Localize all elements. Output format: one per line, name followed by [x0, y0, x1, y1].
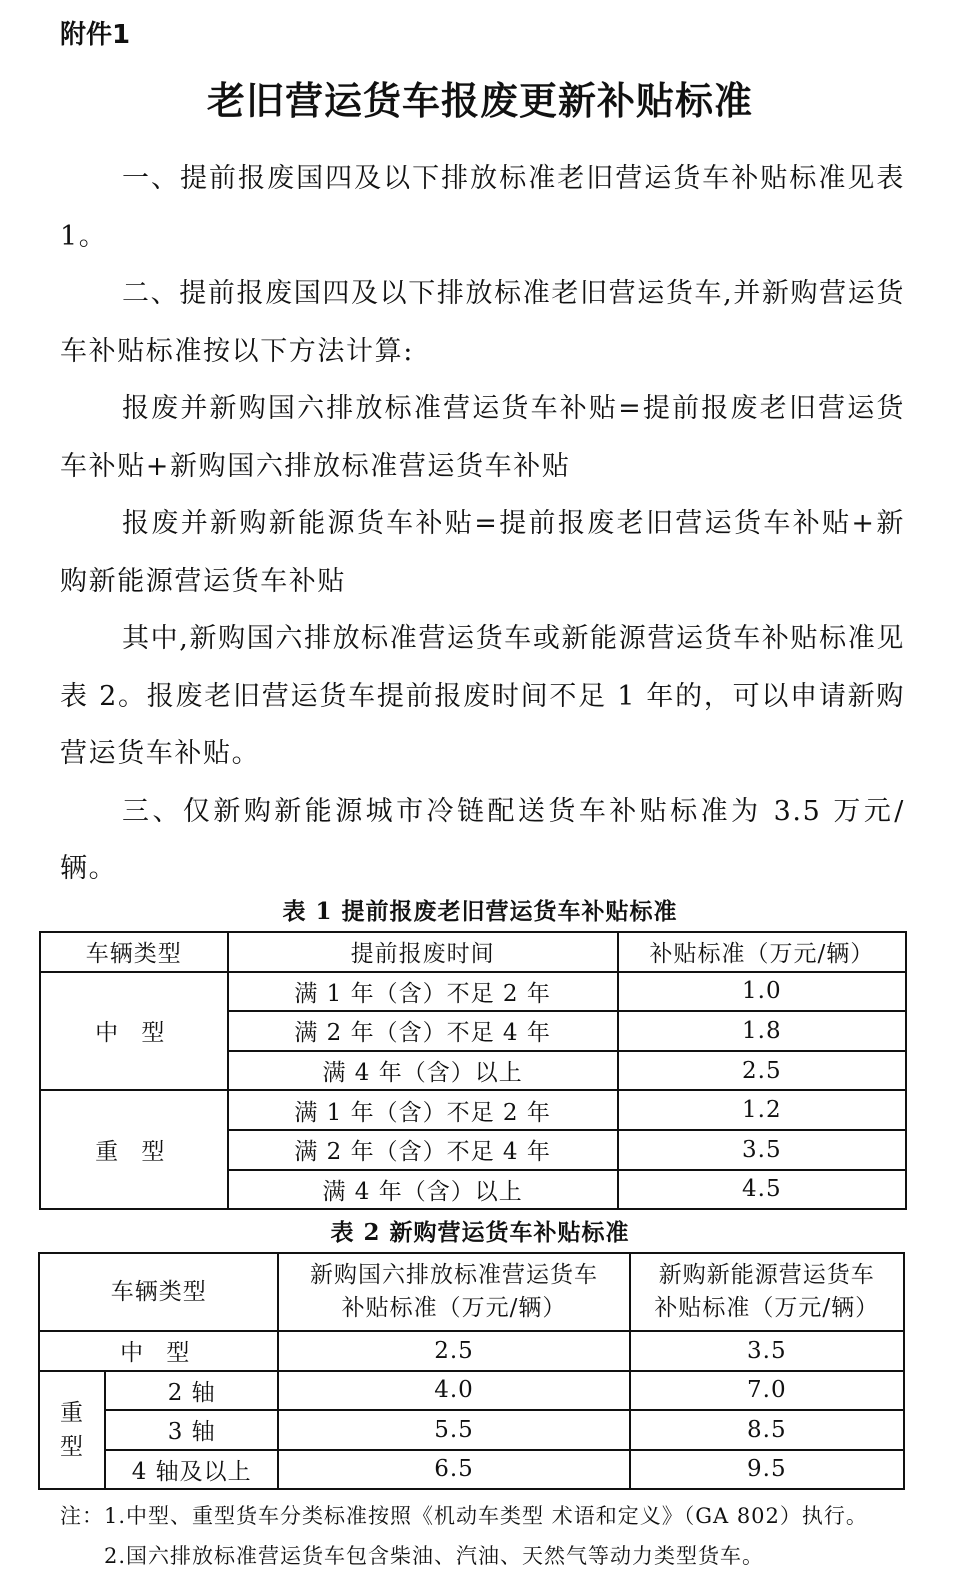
notes [60, 1496, 868, 1576]
paragraph-4: 报废并新购新能源货车补贴=提前报废老旧营运货车补贴+新购新能源营运货车补贴 [60, 508, 905, 597]
table2-axle: 4 轴及以上 [105, 1450, 279, 1490]
table-row [39, 1450, 904, 1490]
table2-header-guo6 [278, 1253, 629, 1331]
table1-period: 满 4 年（含）以上 [228, 1051, 618, 1091]
table2-nev-value: 7.0 [630, 1371, 904, 1411]
table-row [40, 972, 906, 1012]
table1-header-row [40, 932, 906, 972]
table1-value: 1.8 [618, 1011, 906, 1051]
table-row [39, 1331, 904, 1371]
table2-header-guo6-line1: 新购国六排放标准营运货车 [310, 1262, 599, 1288]
table2-header-row [39, 1253, 904, 1331]
note-2: 2.国六排放标准营运货车包含柴油、汽油、天然气等动力类型货车。 [104, 1544, 765, 1568]
table2-header-nev-line2: 补贴标准（万元/辆） [654, 1295, 880, 1321]
table2-nev-value: 8.5 [630, 1410, 904, 1450]
table2-heavy-char2: 型 [59, 1433, 84, 1460]
table-row [40, 1090, 906, 1130]
table2-heavy-char1: 重 [59, 1399, 84, 1426]
table2 [38, 1252, 905, 1490]
paragraph-1: 一、提前报废国四及以下排放标准老旧营运货车补贴标准见表 1。 [60, 163, 905, 252]
table2-nev-value: 3.5 [630, 1331, 904, 1371]
paragraph-5: 其中,新购国六排放标准营运货车或新能源营运货车补贴标准见表 2。报废老旧营运货车提前报废时间不足 1 年的，可以申请新购营运货车补贴。 [60, 623, 905, 769]
table2-type-medium: 中 型 [39, 1331, 278, 1371]
paragraph-3: 报废并新购国六排放标准营运货车补贴=提前报废老旧营运货车补贴+新购国六排放标准营运货车补贴 [60, 393, 905, 482]
table2-axle: 2 轴 [105, 1371, 279, 1411]
table1-value: 4.5 [618, 1170, 906, 1210]
table2-guo6-value: 2.5 [278, 1331, 629, 1371]
table2-guo6-value: 4.0 [278, 1371, 629, 1411]
table1-period: 满 4 年（含）以上 [228, 1170, 618, 1210]
note-1: 注：1.中型、重型货车分类标准按照《机动车类型 术语和定义》（GA 802）执行。 [60, 1504, 868, 1528]
table1-header-period: 提前报废时间 [228, 932, 618, 972]
table2-guo6-value: 5.5 [278, 1410, 629, 1450]
table2-nev-value: 9.5 [630, 1450, 904, 1490]
table1-value: 3.5 [618, 1130, 906, 1170]
table2-header-type: 车辆类型 [39, 1253, 278, 1331]
table1-type-heavy: 重 型 [40, 1090, 228, 1209]
table1-period: 满 1 年（含）不足 2 年 [228, 1090, 618, 1130]
table2-caption: 表 2 新购营运货车补贴标准 [330, 1219, 630, 1246]
table2-axle: 3 轴 [105, 1410, 279, 1450]
table2-header-guo6-line2: 补贴标准（万元/辆） [341, 1295, 567, 1321]
table1-period: 满 2 年（含）不足 4 年 [228, 1011, 618, 1051]
table1-header-type: 车辆类型 [40, 932, 228, 972]
table1-type-medium: 中 型 [40, 972, 228, 1091]
table1-value: 2.5 [618, 1051, 906, 1091]
paragraph-2: 二、提前报废国四及以下排放标准老旧营运货车,并新购营运货车补贴标准按以下方法计算: [60, 278, 905, 367]
table1-period: 满 1 年（含）不足 2 年 [228, 972, 618, 1012]
body-text [60, 150, 905, 898]
table-row [39, 1371, 904, 1411]
table1-value: 1.2 [618, 1090, 906, 1130]
attachment-label: 附件1 [60, 20, 131, 50]
table2-guo6-value: 6.5 [278, 1450, 629, 1490]
table2-header-nev-line1: 新购新能源营运货车 [658, 1262, 875, 1288]
table1-value: 1.0 [618, 972, 906, 1012]
table2-type-heavy [39, 1371, 105, 1490]
document-title: 老旧营运货车报废更新补贴标准 [206, 78, 753, 123]
table-row [39, 1410, 904, 1450]
table1-period: 满 2 年（含）不足 4 年 [228, 1130, 618, 1170]
table1-header-value: 补贴标准（万元/辆） [618, 932, 906, 972]
table1-caption: 表 1 提前报废老旧营运货车补贴标准 [282, 898, 678, 925]
paragraph-6: 三、仅新购新能源城市冷链配送货车补贴标准为 3.5 万元/辆。 [60, 795, 905, 884]
table2-header-nev [630, 1253, 904, 1331]
table1 [39, 931, 907, 1210]
